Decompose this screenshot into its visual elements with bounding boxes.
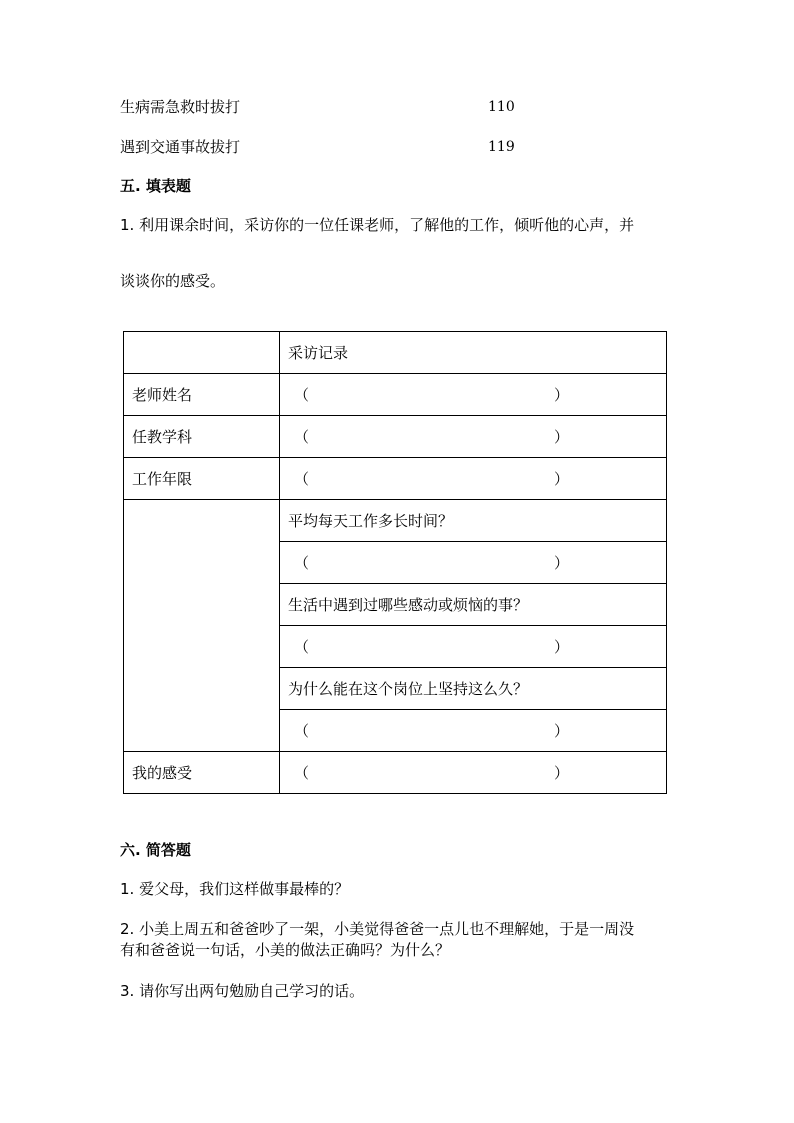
emergency-number-1: 110 bbox=[488, 99, 515, 115]
table-row bbox=[124, 458, 667, 500]
answer-blank-life-events[interactable]: （ ） bbox=[280, 626, 667, 668]
answer-blank-work-hours[interactable]: （ ） bbox=[280, 542, 667, 584]
row-label-years: 工作年限 bbox=[124, 458, 280, 500]
section-6-title: 六. 简答题 bbox=[120, 841, 191, 859]
table-row bbox=[124, 374, 667, 416]
table-cell-merged-empty bbox=[124, 500, 280, 752]
row-label-my-feeling: 我的感受 bbox=[124, 752, 280, 794]
section-6-question-1: 1. 爱父母，我们这样做事最棒的？ bbox=[120, 880, 350, 898]
answer-blank-teacher-name[interactable]: （ ） bbox=[280, 374, 667, 416]
row-label-teacher-name: 老师姓名 bbox=[124, 374, 280, 416]
section-6-question-3: 3. 请你写出两句勉励自己学习的话。 bbox=[120, 982, 365, 1000]
answer-blank-my-feeling[interactable]: （ ） bbox=[280, 752, 667, 794]
section-6-question-2-line-2: 有和爸爸说一句话，小美的做法正确吗？为什么？ bbox=[120, 941, 451, 959]
question-life-events: 生活中遇到过哪些感动或烦恼的事？ bbox=[280, 584, 667, 626]
section-5-question-1-line-1: 1. 利用课余时间，采访你的一位任课老师，了解他的工作，倾听他的心声，并 bbox=[120, 216, 635, 234]
table-header: 采访记录 bbox=[280, 332, 667, 374]
section-5-title: 五. 填表题 bbox=[120, 177, 191, 195]
table-row bbox=[124, 500, 667, 542]
interview-record-table bbox=[123, 331, 667, 794]
table-cell-empty bbox=[124, 332, 280, 374]
section-5-question-1-line-2: 谈谈你的感受。 bbox=[120, 272, 226, 290]
emergency-label-1: 生病需急救时拔打 bbox=[120, 98, 241, 116]
table-row bbox=[124, 752, 667, 794]
answer-blank-why-persist[interactable]: （ ） bbox=[280, 710, 667, 752]
emergency-number-2: 119 bbox=[488, 139, 515, 155]
answer-blank-subject[interactable]: （ ） bbox=[280, 416, 667, 458]
answer-blank-years[interactable]: （ ） bbox=[280, 458, 667, 500]
row-label-subject: 任教学科 bbox=[124, 416, 280, 458]
question-why-persist: 为什么能在这个岗位上坚持这么久？ bbox=[280, 668, 667, 710]
question-work-hours: 平均每天工作多长时间？ bbox=[280, 500, 667, 542]
section-6-question-2-line-1: 2. 小美上周五和爸爸吵了一架，小美觉得爸爸一点儿也不理解她，于是一周没 bbox=[120, 920, 635, 938]
emergency-label-2: 遇到交通事故拔打 bbox=[120, 138, 241, 156]
table-row bbox=[124, 332, 667, 374]
table-row bbox=[124, 416, 667, 458]
